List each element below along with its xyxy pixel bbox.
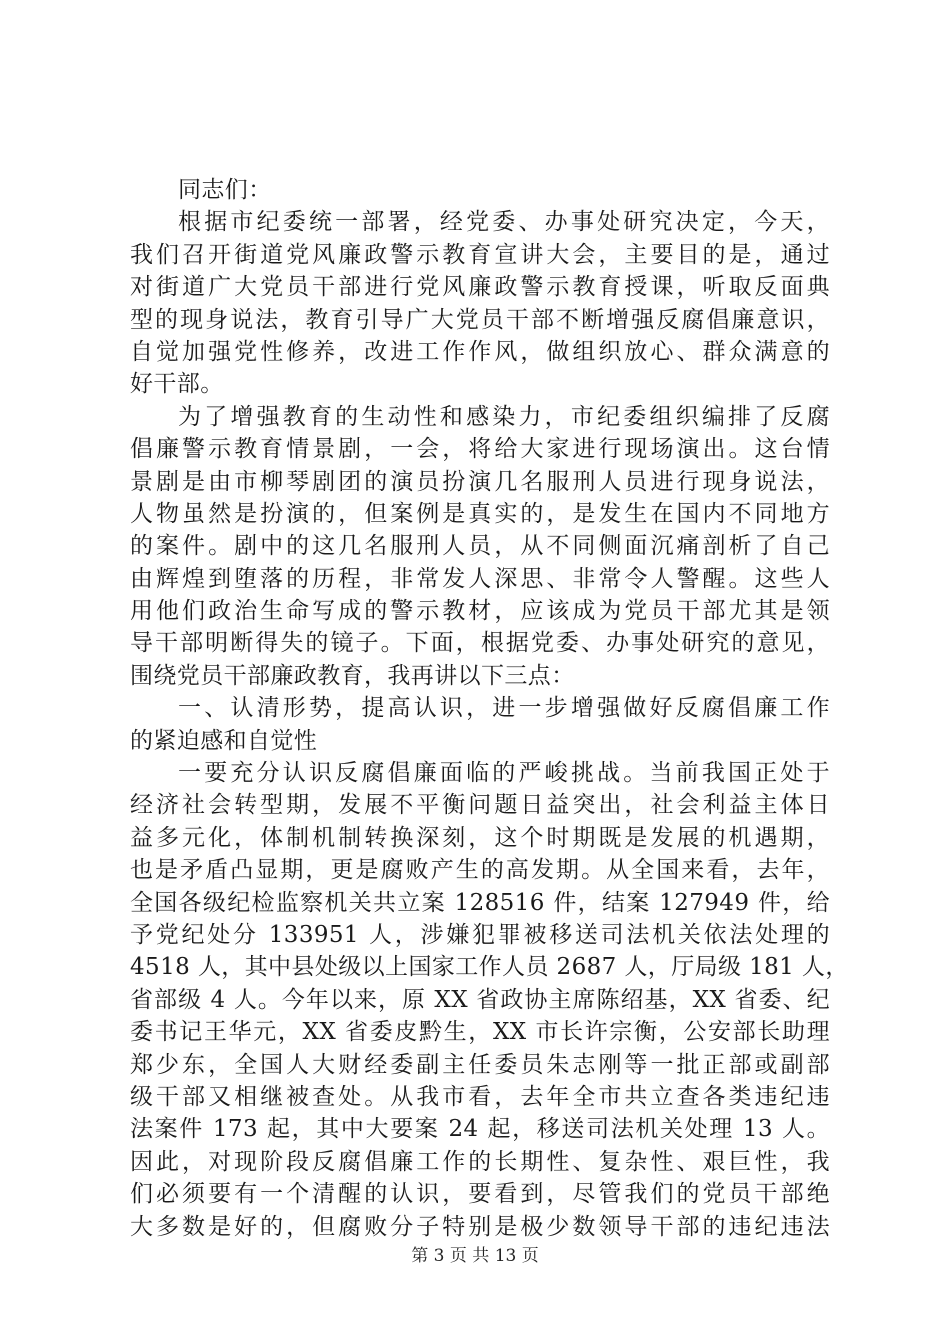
text-line: 省部级 4 人。今年以来，原 XX 省政协主席陈绍基，XX 省委、纪	[130, 986, 830, 1013]
text-line: 型的现身说法，教育引导广大党员干部不断增强反腐倡廉意识，	[130, 306, 830, 333]
document-body	[130, 174, 849, 1243]
text-line: 人物虽然是扮演的，但案例是真实的，是发生在国内不同地方	[130, 500, 830, 527]
text-line: 们必须要有一个清醒的认识，要看到，尽管我们的党员干部绝	[130, 1181, 830, 1208]
text-line: 也是矛盾凸显期，更是腐败产生的高发期。从全国来看，去年，	[130, 857, 830, 884]
text-line: 根据市纪委统一部署，经党委、办事处研究决定，今天，	[178, 209, 830, 236]
text-line: 好干部。	[130, 371, 224, 398]
text-line: 倡廉警示教育情景剧，一会，将给大家进行现场演出。这台情	[130, 436, 830, 463]
text-line: 予党纪处分 133951 人，涉嫌犯罪被移送司法机关依法处理的	[130, 921, 830, 948]
text-line: 为了增强教育的生动性和感染力，市纪委组织编排了反腐	[178, 403, 830, 430]
text-line: 因此，对现阶段反腐倡廉工作的长期性、复杂性、艰巨性，我	[130, 1148, 830, 1175]
text-line: 对街道广大党员干部进行党风廉政警示教育授课，听取反面典	[130, 274, 830, 301]
text-line: 围绕党员干部廉政教育，我再讲以下三点：	[130, 662, 575, 689]
text-line: 一、认清形势，提高认识，进一步增强做好反腐倡廉工作	[178, 695, 830, 722]
text-line: 郑少东，全国人大财经委副主任委员朱志刚等一批正部或副部	[130, 1051, 830, 1078]
page-footer: 第 3 页 共 13 页	[411, 1246, 539, 1266]
text-line: 由辉煌到堕落的历程，非常发人深思、非常令人警醒。这些人	[130, 565, 830, 592]
text-line: 同志们：	[178, 177, 272, 203]
text-line: 景剧是由市柳琴剧团的演员扮演几名服刑人员进行现身说法，	[130, 468, 830, 495]
text-line: 法案件 173 起，其中大要案 24 起，移送司法机关处理 13 人。	[130, 1116, 830, 1143]
text-line: 的案件。剧中的这几名服刑人员，从不同侧面沉痛剖析了自己	[130, 533, 830, 560]
text-line: 的紧迫感和自觉性	[130, 727, 318, 754]
text-line: 级干部又相继被查处。从我市看，去年全市共立查各类违纪违	[130, 1083, 830, 1110]
text-line: 导干部明断得失的镜子。下面，根据党委、办事处研究的意见，	[130, 630, 830, 657]
text-line: 大多数是好的，但腐败分子特别是极少数领导干部的违纪违法	[130, 1213, 830, 1240]
text-line: 委书记王华元，XX 省委皮黔生，XX 市长许宗衡，公安部长助理	[130, 1019, 830, 1046]
text-line: 全国各级纪检监察机关共立案 128516 件，结案 127949 件，给	[130, 889, 830, 916]
text-line: 一要充分认识反腐倡廉面临的严峻挑战。当前我国正处于	[178, 760, 830, 787]
text-line: 我们召开街道党风廉政警示教育宣讲大会，主要目的是，通过	[130, 241, 830, 268]
text-line: 经济社会转型期，发展不平衡问题日益突出，社会利益主体日	[130, 792, 830, 819]
text-line: 益多元化，体制机制转换深刻，这个时期既是发展的机遇期，	[130, 824, 830, 851]
text-line: 用他们政治生命写成的警示教材，应该成为党员干部尤其是领	[130, 598, 830, 625]
text-line: 4518 人，其中县处级以上国家工作人员 2687 人，厅局级 181 人，	[130, 954, 849, 981]
text-line: 自觉加强党性修养，改进工作作风，做组织放心、群众满意的	[130, 338, 830, 365]
